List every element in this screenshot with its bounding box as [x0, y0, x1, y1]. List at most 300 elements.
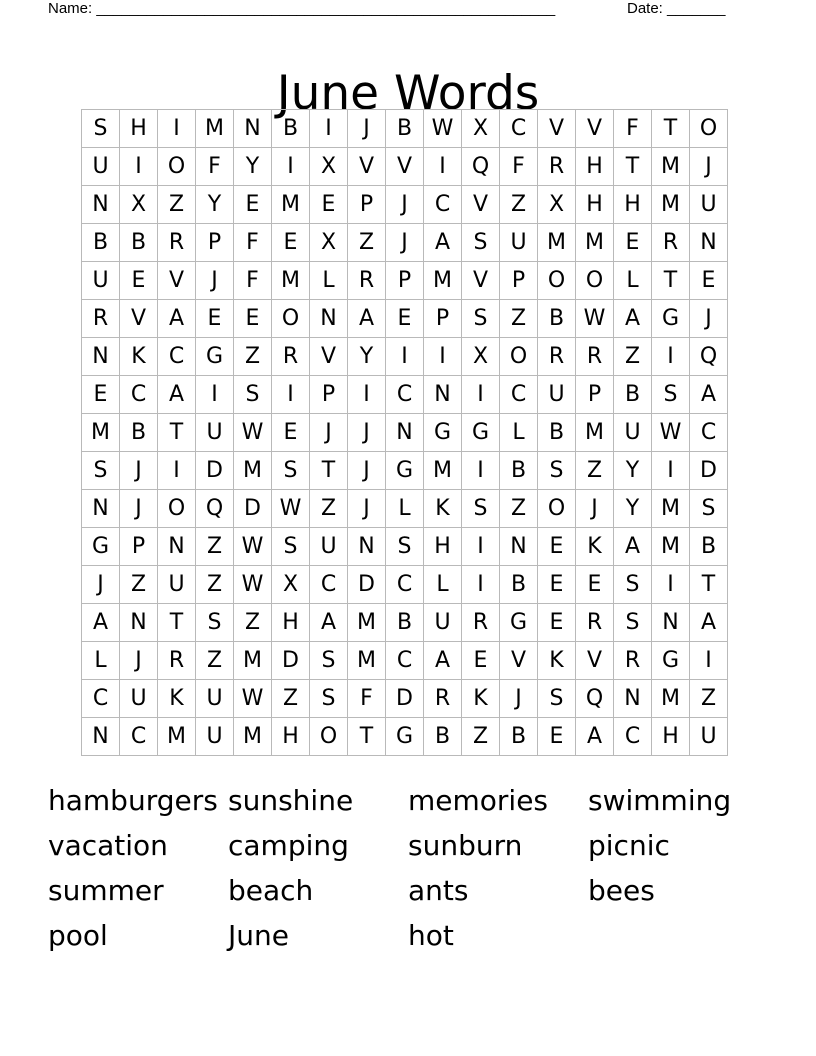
grid-cell: P [576, 376, 614, 414]
grid-cell: H [614, 186, 652, 224]
grid-cell: E [614, 224, 652, 262]
grid-cell: Z [348, 224, 386, 262]
grid-cell: L [500, 414, 538, 452]
grid-cell: H [576, 148, 614, 186]
grid-cell: U [424, 604, 462, 642]
grid-cell: E [310, 186, 348, 224]
grid-cell: M [348, 642, 386, 680]
grid-cell: V [576, 642, 614, 680]
grid-cell: C [310, 566, 348, 604]
grid-cell: I [310, 110, 348, 148]
grid-cell: M [576, 224, 614, 262]
grid-cell: Z [196, 528, 234, 566]
grid-cell: R [158, 224, 196, 262]
grid-cell: B [386, 110, 424, 148]
grid-cell: W [234, 566, 272, 604]
grid-cell: U [196, 414, 234, 452]
grid-cell: M [272, 262, 310, 300]
grid-cell: M [196, 110, 234, 148]
grid-cell: G [500, 604, 538, 642]
grid-cell: J [310, 414, 348, 452]
grid-cell: Z [158, 186, 196, 224]
grid-cell: E [196, 300, 234, 338]
grid-cell: U [614, 414, 652, 452]
grid-cell: N [120, 604, 158, 642]
grid-cell: S [310, 642, 348, 680]
grid-cell: W [652, 414, 690, 452]
grid-cell: H [576, 186, 614, 224]
word-bank-item: sunshine [228, 784, 354, 817]
grid-cell: X [462, 110, 500, 148]
grid-cell: G [652, 642, 690, 680]
grid-cell: R [576, 604, 614, 642]
grid-cell: A [424, 642, 462, 680]
grid-cell: A [348, 300, 386, 338]
grid-cell: S [386, 528, 424, 566]
grid-cell: M [652, 680, 690, 718]
grid-cell: U [158, 566, 196, 604]
grid-cell: E [272, 224, 310, 262]
grid-cell: S [272, 528, 310, 566]
grid-cell: K [576, 528, 614, 566]
grid-cell: N [424, 376, 462, 414]
grid-cell: E [690, 262, 728, 300]
grid-cell: H [272, 718, 310, 756]
grid-cell: V [120, 300, 158, 338]
grid-cell: V [538, 110, 576, 148]
grid-cell: L [424, 566, 462, 604]
word-bank-item: swimming [588, 784, 732, 817]
grid-cell: O [158, 148, 196, 186]
grid-cell: G [386, 718, 424, 756]
grid-cell: B [500, 566, 538, 604]
grid-cell: S [82, 452, 120, 490]
grid-cell: P [196, 224, 234, 262]
grid-cell: U [500, 224, 538, 262]
grid-cell: S [234, 376, 272, 414]
grid-cell: T [614, 148, 652, 186]
grid-cell: E [120, 262, 158, 300]
grid-cell: W [234, 414, 272, 452]
grid-cell: M [82, 414, 120, 452]
grid-cell: N [158, 528, 196, 566]
grid-cell: E [538, 566, 576, 604]
grid-cell: D [196, 452, 234, 490]
grid-cell: M [234, 642, 272, 680]
grid-cell: H [120, 110, 158, 148]
grid-cell: D [690, 452, 728, 490]
grid-cell: D [386, 680, 424, 718]
grid-cell: U [82, 148, 120, 186]
word-bank-item: memories [408, 784, 549, 817]
grid-cell: R [82, 300, 120, 338]
grid-cell: A [310, 604, 348, 642]
grid-cell: V [462, 262, 500, 300]
grid-cell: E [538, 604, 576, 642]
grid-cell: N [82, 338, 120, 376]
grid-cell: G [196, 338, 234, 376]
grid-cell: P [424, 300, 462, 338]
grid-cell: Y [348, 338, 386, 376]
grid-cell: N [348, 528, 386, 566]
grid-cell: Q [690, 338, 728, 376]
grid-cell: I [652, 452, 690, 490]
grid-cell: E [576, 566, 614, 604]
grid-cell: F [196, 148, 234, 186]
word-bank-item: beach [228, 874, 314, 907]
grid-cell: M [652, 148, 690, 186]
grid-cell: U [120, 680, 158, 718]
grid-cell: C [120, 718, 158, 756]
grid-cell: U [538, 376, 576, 414]
grid-cell: L [614, 262, 652, 300]
grid-cell: S [82, 110, 120, 148]
grid-cell: P [310, 376, 348, 414]
grid-cell: J [386, 186, 424, 224]
grid-cell: I [348, 376, 386, 414]
grid-cell: N [652, 604, 690, 642]
grid-cell: W [576, 300, 614, 338]
grid-cell: A [158, 376, 196, 414]
grid-cell: R [158, 642, 196, 680]
date-field-line: Date: _______ [627, 0, 726, 17]
grid-cell: A [690, 604, 728, 642]
grid-cell: I [196, 376, 234, 414]
grid-cell: K [158, 680, 196, 718]
grid-cell: P [386, 262, 424, 300]
grid-cell: D [348, 566, 386, 604]
grid-cell: B [120, 414, 158, 452]
grid-cell: Y [614, 490, 652, 528]
grid-cell: U [196, 718, 234, 756]
grid-cell: V [386, 148, 424, 186]
grid-cell: V [462, 186, 500, 224]
grid-cell: S [614, 604, 652, 642]
grid-cell: V [576, 110, 614, 148]
grid-cell: S [614, 566, 652, 604]
grid-cell: M [234, 452, 272, 490]
grid-cell: U [82, 262, 120, 300]
grid-cell: B [120, 224, 158, 262]
grid-cell: M [424, 452, 462, 490]
word-bank-item: sunburn [408, 829, 523, 862]
grid-cell: C [690, 414, 728, 452]
grid-cell: L [386, 490, 424, 528]
grid-cell: I [272, 148, 310, 186]
grid-cell: J [690, 148, 728, 186]
grid-cell: A [614, 528, 652, 566]
grid-cell: X [462, 338, 500, 376]
grid-cell: W [424, 110, 462, 148]
grid-cell: G [652, 300, 690, 338]
word-bank-item: pool [48, 919, 108, 952]
grid-cell: N [82, 186, 120, 224]
grid-cell: I [462, 566, 500, 604]
grid-cell: Z [310, 490, 348, 528]
grid-cell: B [272, 110, 310, 148]
grid-cell: H [272, 604, 310, 642]
grid-cell: F [348, 680, 386, 718]
grid-cell: I [690, 642, 728, 680]
word-bank-item: picnic [588, 829, 670, 862]
grid-cell: T [158, 604, 196, 642]
grid-cell: B [538, 414, 576, 452]
grid-cell: R [272, 338, 310, 376]
grid-cell: U [690, 718, 728, 756]
grid-cell: R [576, 338, 614, 376]
grid-cell: T [652, 262, 690, 300]
grid-cell: Z [500, 490, 538, 528]
grid-cell: R [462, 604, 500, 642]
grid-cell: P [348, 186, 386, 224]
grid-cell: M [158, 718, 196, 756]
grid-cell: W [234, 528, 272, 566]
grid-cell: U [690, 186, 728, 224]
grid-cell: J [120, 642, 158, 680]
grid-cell: I [462, 376, 500, 414]
grid-cell: N [310, 300, 348, 338]
grid-cell: Z [462, 718, 500, 756]
grid-cell: Z [614, 338, 652, 376]
grid-cell: M [538, 224, 576, 262]
grid-cell: G [462, 414, 500, 452]
grid-cell: V [158, 262, 196, 300]
grid-cell: R [538, 338, 576, 376]
word-bank-item: summer [48, 874, 164, 907]
grid-cell: O [690, 110, 728, 148]
grid-cell: E [538, 718, 576, 756]
grid-cell: I [424, 338, 462, 376]
word-bank-item: hot [408, 919, 454, 952]
grid-cell: Z [234, 604, 272, 642]
grid-cell: Y [234, 148, 272, 186]
grid-cell: O [576, 262, 614, 300]
grid-cell: A [576, 718, 614, 756]
word-bank-item: bees [588, 874, 655, 907]
grid-cell: G [424, 414, 462, 452]
grid-cell: I [386, 338, 424, 376]
grid-cell: J [348, 110, 386, 148]
grid-cell: J [348, 490, 386, 528]
grid-cell: P [120, 528, 158, 566]
grid-cell: R [424, 680, 462, 718]
grid-cell: T [690, 566, 728, 604]
grid-cell: J [120, 490, 158, 528]
grid-cell: T [348, 718, 386, 756]
grid-cell: B [82, 224, 120, 262]
grid-cell: V [310, 338, 348, 376]
grid-cell: S [462, 224, 500, 262]
grid-cell: S [538, 452, 576, 490]
grid-cell: M [652, 528, 690, 566]
grid-cell: T [652, 110, 690, 148]
grid-cell: D [234, 490, 272, 528]
grid-cell: I [462, 452, 500, 490]
grid-cell: C [158, 338, 196, 376]
grid-cell: W [234, 680, 272, 718]
grid-cell: I [462, 528, 500, 566]
grid-cell: Q [196, 490, 234, 528]
grid-cell: C [386, 566, 424, 604]
grid-cell: O [272, 300, 310, 338]
grid-cell: V [500, 642, 538, 680]
grid-cell: M [652, 490, 690, 528]
grid-cell: J [348, 414, 386, 452]
page-title: June Words [276, 66, 540, 122]
grid-cell: Z [576, 452, 614, 490]
grid-cell: C [386, 376, 424, 414]
grid-cell: M [424, 262, 462, 300]
grid-cell: I [424, 148, 462, 186]
grid-cell: W [272, 490, 310, 528]
grid-cell: C [120, 376, 158, 414]
grid-cell: V [348, 148, 386, 186]
grid-cell: G [82, 528, 120, 566]
word-bank-item: camping [228, 829, 349, 862]
grid-cell: I [652, 566, 690, 604]
grid-cell: X [272, 566, 310, 604]
grid-cell: N [690, 224, 728, 262]
grid-cell: K [462, 680, 500, 718]
grid-cell: K [424, 490, 462, 528]
grid-cell: D [272, 642, 310, 680]
grid-cell: Z [690, 680, 728, 718]
grid-cell: M [234, 718, 272, 756]
word-bank-item: ants [408, 874, 469, 907]
grid-cell: L [310, 262, 348, 300]
grid-cell: X [310, 224, 348, 262]
grid-cell: E [234, 186, 272, 224]
grid-cell: S [310, 680, 348, 718]
grid-cell: R [652, 224, 690, 262]
grid-cell: J [500, 680, 538, 718]
word-bank-item: June [228, 919, 289, 952]
grid-cell: L [82, 642, 120, 680]
grid-cell: Z [500, 300, 538, 338]
word-bank-item: hamburgers [48, 784, 218, 817]
grid-cell: S [690, 490, 728, 528]
grid-cell: Y [196, 186, 234, 224]
grid-cell: J [120, 452, 158, 490]
grid-cell: N [614, 680, 652, 718]
grid-cell: Q [462, 148, 500, 186]
grid-cell: O [538, 490, 576, 528]
grid-cell: M [652, 186, 690, 224]
grid-cell: J [348, 452, 386, 490]
grid-cell: E [82, 376, 120, 414]
grid-cell: F [234, 262, 272, 300]
grid-cell: F [500, 148, 538, 186]
grid-cell: J [82, 566, 120, 604]
grid-cell: O [158, 490, 196, 528]
grid-cell: N [234, 110, 272, 148]
grid-cell: A [424, 224, 462, 262]
grid-cell: E [272, 414, 310, 452]
grid-cell: Z [500, 186, 538, 224]
grid-cell: M [348, 604, 386, 642]
grid-cell: J [196, 262, 234, 300]
grid-cell: J [690, 300, 728, 338]
grid-cell: F [234, 224, 272, 262]
grid-cell: N [500, 528, 538, 566]
grid-cell: E [386, 300, 424, 338]
grid-cell: R [348, 262, 386, 300]
grid-cell: S [462, 300, 500, 338]
grid-cell: M [576, 414, 614, 452]
grid-cell: C [424, 186, 462, 224]
grid-cell: R [538, 148, 576, 186]
grid-cell: B [424, 718, 462, 756]
grid-cell: K [120, 338, 158, 376]
grid-cell: S [538, 680, 576, 718]
grid-cell: Z [196, 642, 234, 680]
grid-cell: H [424, 528, 462, 566]
name-field-line: Name: _______________________________________________________ [48, 0, 556, 17]
grid-cell: K [538, 642, 576, 680]
grid-cell: B [690, 528, 728, 566]
grid-cell: Q [576, 680, 614, 718]
grid-cell: E [538, 528, 576, 566]
grid-cell: B [500, 452, 538, 490]
grid-cell: E [234, 300, 272, 338]
grid-cell: C [386, 642, 424, 680]
grid-cell: X [310, 148, 348, 186]
grid-cell: J [576, 490, 614, 528]
grid-cell: I [120, 148, 158, 186]
grid-cell: B [500, 718, 538, 756]
grid-cell: U [310, 528, 348, 566]
word-bank-item: vacation [48, 829, 168, 862]
grid-cell: X [538, 186, 576, 224]
grid-cell: C [614, 718, 652, 756]
grid-cell: Z [120, 566, 158, 604]
word-search-grid [81, 109, 728, 756]
grid-cell: H [652, 718, 690, 756]
grid-cell: G [386, 452, 424, 490]
grid-cell: R [614, 642, 652, 680]
grid-cell: S [272, 452, 310, 490]
grid-cell: T [310, 452, 348, 490]
grid-cell: A [82, 604, 120, 642]
grid-cell: S [462, 490, 500, 528]
grid-cell: O [500, 338, 538, 376]
grid-cell: N [386, 414, 424, 452]
grid-cell: C [500, 376, 538, 414]
grid-cell: M [272, 186, 310, 224]
grid-cell: O [538, 262, 576, 300]
grid-cell: B [538, 300, 576, 338]
grid-cell: P [500, 262, 538, 300]
grid-cell: Z [234, 338, 272, 376]
grid-cell: X [120, 186, 158, 224]
grid-cell: A [158, 300, 196, 338]
word-bank [48, 778, 768, 958]
grid-cell: Z [272, 680, 310, 718]
grid-cell: B [614, 376, 652, 414]
grid-cell: Z [196, 566, 234, 604]
grid-cell: A [614, 300, 652, 338]
grid-cell: N [82, 490, 120, 528]
grid-cell: C [82, 680, 120, 718]
grid-cell: T [158, 414, 196, 452]
grid-cell: J [386, 224, 424, 262]
grid-cell: U [196, 680, 234, 718]
grid-cell: I [158, 452, 196, 490]
grid-cell: I [158, 110, 196, 148]
grid-cell: O [310, 718, 348, 756]
grid-cell: N [82, 718, 120, 756]
grid-cell: E [462, 642, 500, 680]
